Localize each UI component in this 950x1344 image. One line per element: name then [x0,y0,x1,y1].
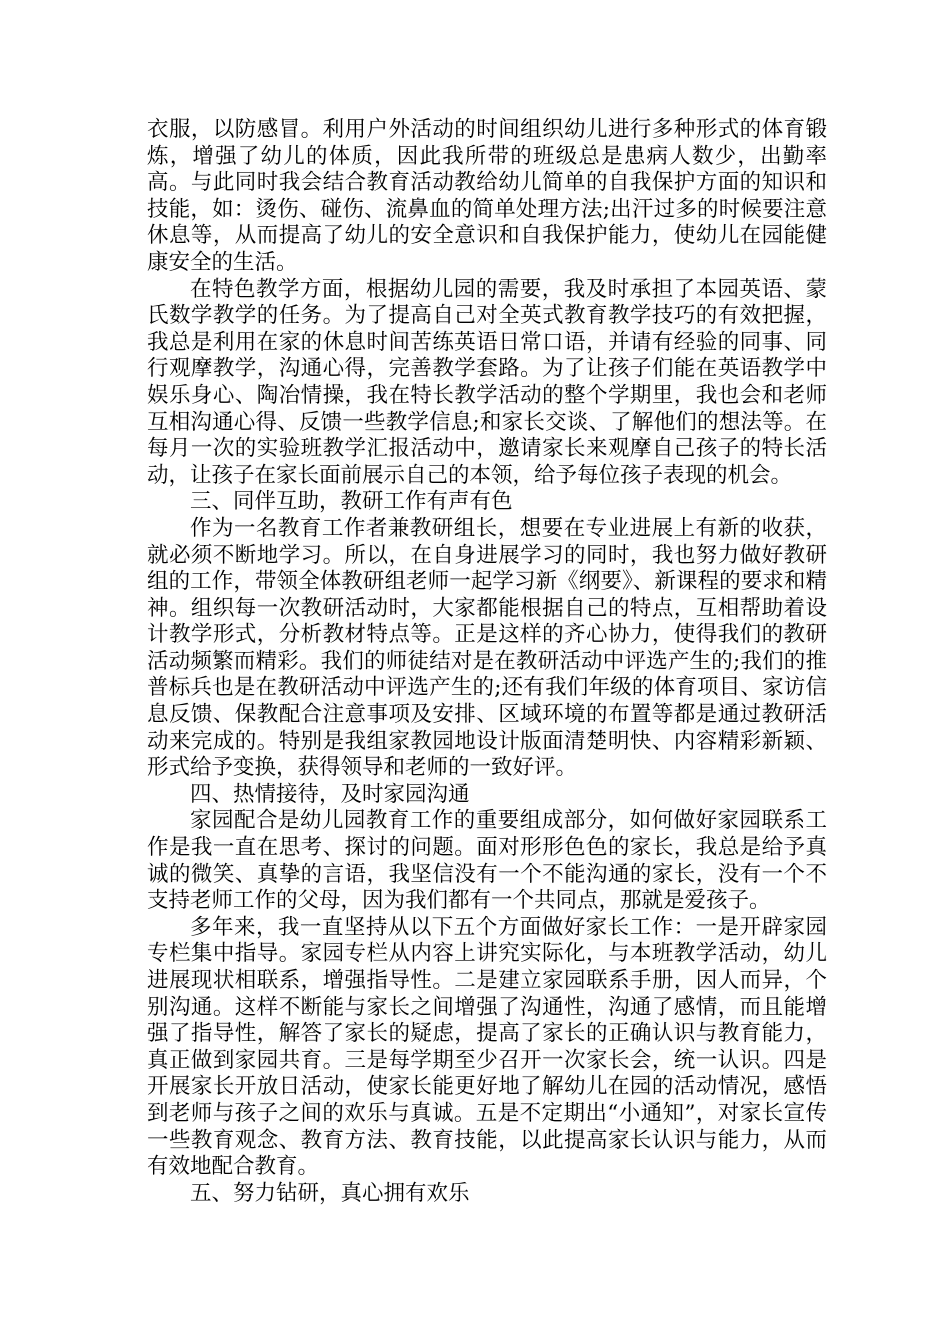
section-heading-5: 五、努力钻研，真心拥有欢乐 [190,1180,470,1206]
section-heading-4: 四、热情接待，及时家园沟通 [190,781,470,807]
paragraph-special-teaching: 在特色教学方面，根据幼儿园的需要，我及时承担了本园英语、蒙氏数学教学的任务。为了提高自己对全英式教育教学技巧的有效把握，我总是利用在家的休息时间苦练英语日常口语，并请有经验的同事、同行观摩教学，沟通心得，完善教学套路。为了让孩子们能在英语教学中娱乐身心、陶冶情操，我在特长教学活动的整个学期里，我也会和老师互相沟通心得、反馈一些教学信息;和家长交谈、了解他们的想法等。在每月一次的实验班教学汇报活动中，邀请家长来观摩自己孩子的特长活动，让孩子在家长面前展示自己的本领，给予每位孩子表现的机会。 [147,276,827,488]
paragraph-teaching-research: 作为一名教育工作者兼教研组长，想要在专业进展上有新的收获，就必须不断地学习。所以，在自身进展学习的同时，我也努力做好教研组的工作，带领全体教研组老师一起学习新《纲要》、新课程的要求和精神。组织每一次教研活动时，大家都能根据自己的特点，互相帮助着设计教学形式，分析教材特点等。正是这样的齐心协力，使得我们的教研活动频繁而精彩。我们的师徒结对是在教研活动中评选产生的;我们的推普标兵也是在教研活动中评选产生的;还有我们年级的体育项目、家访信息反馈、保教配合注意事项及安排、区域环境的布置等都是通过教研活动来完成的。特别是我组家教园地设计版面清楚明快、内容精彩新颖、形式给予变换，获得领导和老师的一致好评。 [147,515,827,781]
paragraph-parent-work: 多年来，我一直坚持从以下五个方面做好家长工作：一是开辟家园专栏集中指导。家园专栏从内容上讲究实际化，与本班教学活动，幼儿进展现状相联系，增强指导性。二是建立家园联系手册，因人而异，个别沟通。这样不断能与家长之间增强了沟通性，沟通了感情，而且能增强了指导性，解答了家长的疑虑，提高了家长的正确认识与教育能力，真正做到家园共育。三是每学期至少召开一次家长会，统一认识。四是开展家长开放日活动，使家长能更好地了解幼儿在园的活动情况，感悟到老师与孩子之间的欢乐与真诚。五是不定期出“小通知”，对家长宣传一些教育观念、教育方法、教育技能，以此提高家长认识与能力，从而有效地配合教育。 [147,914,827,1180]
document-page [147,117,827,1207]
paragraph-home-school-cooperation: 家园配合是幼儿园教育工作的重要组成部分，如何做好家园联系工作是我一直在思考、探讨的问题。面对形形色色的家长，我总是给予真诚的微笑、真挚的言语，我坚信没有一个不能沟通的家长，没有一个不支持老师工作的父母，因为我们都有一个共同点，那就是爱孩子。 [147,808,827,914]
paragraph-continuation: 衣服，以防感冒。利用户外活动的时间组织幼儿进行多种形式的体育锻炼，增强了幼儿的体质，因此我所带的班级总是患病人数少，出勤率高。与此同时我会结合教育活动教给幼儿简单的自我保护方面的知识和技能，如：烫伤、碰伤、流鼻血的简单处理方法;出汗过多的时候要注意休息等，从而提高了幼儿的安全意识和自我保护能力，使幼儿在园能健康安全的生活。 [147,117,827,275]
section-heading-3: 三、同伴互助，教研工作有声有色 [190,489,513,515]
